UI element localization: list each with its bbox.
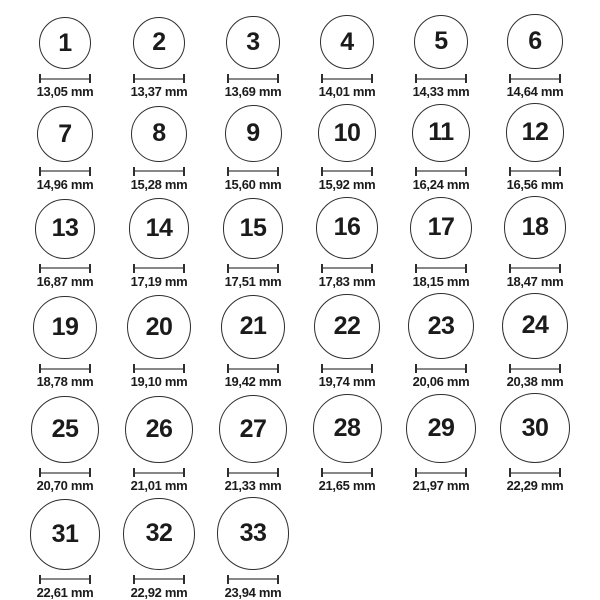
dimension-bar — [229, 368, 277, 370]
ring-circle — [318, 104, 376, 162]
diameter-dimension-line — [133, 468, 185, 477]
ring-circle — [30, 499, 101, 570]
diameter-dimension-line — [227, 468, 279, 477]
diameter-label: 21,65 mm — [318, 478, 376, 494]
diameter-dimension-line — [415, 364, 467, 373]
dimension-bar — [511, 78, 559, 80]
dimension-bar — [41, 578, 89, 580]
ring-size-number: 29 — [427, 414, 455, 443]
diameter-label: 15,92 mm — [318, 176, 376, 192]
ring-circle — [507, 14, 562, 69]
diameter-label: 17,51 mm — [224, 273, 282, 289]
diameter-label: 18,47 mm — [506, 273, 564, 289]
ring-circle — [313, 394, 382, 463]
ring-size-number: 4 — [340, 27, 354, 56]
diameter-dimension-line — [39, 575, 91, 584]
ring-circle — [123, 498, 195, 570]
ring-circle — [504, 196, 567, 259]
diameter-dimension-line — [227, 575, 279, 584]
ring-size-number: 19 — [51, 313, 79, 342]
diameter-dimension-line — [133, 364, 185, 373]
diameter-dimension-line — [415, 74, 467, 83]
ring-circle — [320, 15, 374, 69]
diameter-dimension-line — [321, 74, 373, 83]
ring-size-cell — [112, 106, 206, 191]
ring-size-number: 10 — [333, 118, 361, 147]
ring-size-cell — [300, 104, 394, 191]
ring-circle — [406, 394, 476, 464]
ring-size-number: 31 — [51, 519, 79, 548]
ring-size-number: 16 — [333, 213, 361, 242]
ring-circle — [35, 199, 95, 259]
diameter-label: 22,61 mm — [36, 584, 94, 600]
ring-size-cell — [18, 396, 112, 492]
diameter-label: 23,94 mm — [224, 584, 282, 600]
dimension-bar — [417, 78, 465, 80]
ring-size-number: 33 — [239, 519, 267, 548]
ring-circle — [217, 497, 289, 569]
diameter-dimension-line — [321, 167, 373, 176]
diameter-label: 14,01 mm — [318, 84, 376, 100]
dimension-bar — [511, 472, 559, 474]
ring-circle — [414, 15, 469, 70]
diameter-label: 21,01 mm — [130, 478, 188, 494]
dimension-bar — [41, 472, 89, 474]
ring-size-number: 9 — [246, 118, 260, 147]
ring-size-cell — [206, 295, 300, 389]
ring-circle — [223, 198, 284, 259]
diameter-dimension-line — [415, 167, 467, 176]
diameter-dimension-line — [227, 264, 279, 273]
diameter-label: 16,87 mm — [36, 273, 94, 289]
diameter-dimension-line — [39, 264, 91, 273]
dimension-bar — [135, 472, 183, 474]
ring-circle — [506, 103, 565, 162]
diameter-label: 20,70 mm — [36, 478, 94, 494]
ring-size-cell — [206, 198, 300, 288]
ring-size-number: 22 — [333, 312, 361, 341]
diameter-dimension-line — [227, 74, 279, 83]
dimension-bar — [229, 170, 277, 172]
ring-size-cell — [112, 396, 206, 493]
ring-circle — [219, 395, 287, 463]
diameter-label: 13,37 mm — [130, 84, 188, 100]
diameter-dimension-line — [509, 468, 561, 477]
dimension-bar — [229, 578, 277, 580]
ring-size-cell — [300, 294, 394, 388]
dimension-bar — [323, 78, 371, 80]
ring-size-cell — [18, 296, 112, 388]
dimension-bar — [135, 78, 183, 80]
ring-size-cell — [394, 197, 488, 288]
dimension-bar — [511, 368, 559, 370]
dimension-bar — [323, 170, 371, 172]
diameter-dimension-line — [227, 167, 279, 176]
ring-size-number: 17 — [427, 213, 455, 242]
dimension-bar — [323, 267, 371, 269]
diameter-label: 19,42 mm — [224, 374, 282, 390]
diameter-dimension-line — [39, 364, 91, 373]
diameter-label: 16,56 mm — [506, 176, 564, 192]
ring-circle — [502, 293, 569, 360]
diameter-dimension-line — [321, 364, 373, 373]
ring-circle — [131, 106, 187, 162]
ring-size-number: 23 — [427, 311, 455, 340]
ring-size-cell — [394, 104, 488, 191]
ring-size-number: 28 — [333, 414, 361, 443]
diameter-dimension-line — [415, 264, 467, 273]
dimension-bar — [135, 170, 183, 172]
dimension-bar — [323, 472, 371, 474]
diameter-dimension-line — [133, 575, 185, 584]
diameter-label: 15,28 mm — [130, 176, 188, 192]
ring-size-number: 25 — [51, 415, 79, 444]
diameter-label: 20,06 mm — [412, 374, 470, 390]
ring-size-cell — [112, 17, 206, 99]
dimension-bar — [41, 170, 89, 172]
diameter-label: 14,96 mm — [36, 176, 94, 192]
diameter-label: 22,29 mm — [506, 478, 564, 494]
ring-size-cell — [394, 394, 488, 493]
dimension-bar — [229, 472, 277, 474]
ring-size-cell — [300, 197, 394, 288]
ring-size-number: 1 — [58, 28, 72, 57]
diameter-label: 18,15 mm — [412, 273, 470, 289]
dimension-bar — [41, 267, 89, 269]
ring-size-cell — [206, 16, 300, 98]
diameter-dimension-line — [321, 264, 373, 273]
ring-size-number: 5 — [434, 27, 448, 56]
ring-size-cell — [112, 498, 206, 599]
ring-size-cell — [488, 393, 582, 492]
ring-size-cell — [394, 15, 488, 99]
ring-size-number: 8 — [152, 119, 166, 148]
dimension-bar — [417, 267, 465, 269]
diameter-label: 21,33 mm — [224, 478, 282, 494]
ring-circle — [314, 294, 379, 359]
ring-size-cell — [206, 497, 300, 598]
ring-size-number: 15 — [239, 213, 267, 242]
diameter-dimension-line — [39, 74, 91, 83]
ring-size-number: 13 — [51, 214, 79, 243]
ring-size-cell — [112, 295, 206, 388]
ring-size-number: 11 — [428, 118, 454, 147]
ring-size-cell — [18, 499, 112, 599]
diameter-label: 21,97 mm — [412, 478, 470, 494]
ring-circle — [412, 104, 470, 162]
diameter-label: 17,19 mm — [130, 273, 188, 289]
diameter-dimension-line — [321, 468, 373, 477]
diameter-label: 14,64 mm — [506, 84, 564, 100]
dimension-bar — [417, 472, 465, 474]
ring-size-cell — [18, 106, 112, 191]
diameter-dimension-line — [133, 264, 185, 273]
ring-circle — [39, 17, 91, 69]
ring-circle — [125, 396, 193, 464]
ring-circle — [500, 393, 570, 463]
diameter-dimension-line — [509, 167, 561, 176]
ring-size-number: 20 — [145, 312, 173, 341]
ring-size-cell — [206, 105, 300, 191]
ring-circle — [31, 396, 98, 463]
ring-size-cell — [206, 395, 300, 492]
diameter-label: 19,10 mm — [130, 374, 188, 390]
diameter-dimension-line — [133, 74, 185, 83]
dimension-bar — [135, 578, 183, 580]
ring-circle — [133, 17, 186, 70]
dimension-bar — [135, 368, 183, 370]
ring-size-number: 2 — [152, 28, 166, 57]
ring-size-cell — [300, 15, 394, 98]
ring-size-number: 14 — [145, 214, 173, 243]
diameter-label: 13,05 mm — [36, 84, 94, 100]
ring-circle — [226, 16, 279, 69]
diameter-dimension-line — [415, 468, 467, 477]
diameter-label: 13,69 mm — [224, 84, 282, 100]
ring-size-cell — [488, 293, 582, 389]
ring-size-number: 21 — [239, 312, 267, 341]
ring-size-cell — [18, 17, 112, 98]
diameter-dimension-line — [509, 264, 561, 273]
ring-circle — [33, 296, 96, 359]
diameter-label: 17,83 mm — [318, 273, 376, 289]
diameter-dimension-line — [39, 167, 91, 176]
ring-circle — [129, 198, 189, 258]
diameter-label: 16,24 mm — [412, 176, 470, 192]
ring-size-number: 3 — [246, 27, 260, 56]
ring-circle — [127, 295, 191, 359]
dimension-bar — [417, 170, 465, 172]
diameter-label: 15,60 mm — [224, 176, 282, 192]
ring-circle — [316, 197, 378, 259]
ring-size-number: 27 — [239, 414, 267, 443]
dimension-bar — [323, 368, 371, 370]
diameter-label: 14,33 mm — [412, 84, 470, 100]
ring-size-number: 32 — [145, 519, 173, 548]
ring-circle — [225, 105, 282, 162]
ring-size-number: 7 — [58, 119, 72, 148]
diameter-dimension-line — [133, 167, 185, 176]
ring-size-number: 12 — [521, 118, 549, 147]
dimension-bar — [417, 368, 465, 370]
ring-size-cell — [488, 14, 582, 98]
dimension-bar — [511, 267, 559, 269]
ring-circle — [37, 106, 93, 162]
diameter-dimension-line — [509, 364, 561, 373]
ring-size-cell — [112, 198, 206, 287]
ring-size-number: 6 — [528, 27, 542, 56]
ring-size-number: 18 — [521, 212, 549, 241]
diameter-dimension-line — [227, 364, 279, 373]
ring-size-number: 24 — [521, 311, 549, 340]
diameter-label: 18,78 mm — [36, 374, 94, 390]
ring-circle — [410, 197, 472, 259]
dimension-bar — [229, 78, 277, 80]
diameter-label: 20,38 mm — [506, 374, 564, 390]
ring-size-cell — [488, 103, 582, 191]
ring-size-cell — [18, 199, 112, 288]
diameter-dimension-line — [39, 468, 91, 477]
ring-size-chart — [18, 0, 582, 599]
diameter-dimension-line — [509, 74, 561, 83]
ring-circle — [221, 295, 286, 360]
dimension-bar — [229, 267, 277, 269]
ring-circle — [408, 293, 474, 359]
dimension-bar — [135, 267, 183, 269]
ring-size-cell — [488, 196, 582, 288]
ring-size-number: 30 — [521, 413, 549, 442]
dimension-bar — [41, 368, 89, 370]
ring-size-cell — [394, 293, 488, 388]
diameter-label: 19,74 mm — [318, 374, 376, 390]
ring-size-cell — [300, 394, 394, 492]
dimension-bar — [41, 78, 89, 80]
dimension-bar — [511, 170, 559, 172]
ring-size-number: 26 — [145, 415, 173, 444]
diameter-label: 22,92 mm — [130, 584, 188, 600]
